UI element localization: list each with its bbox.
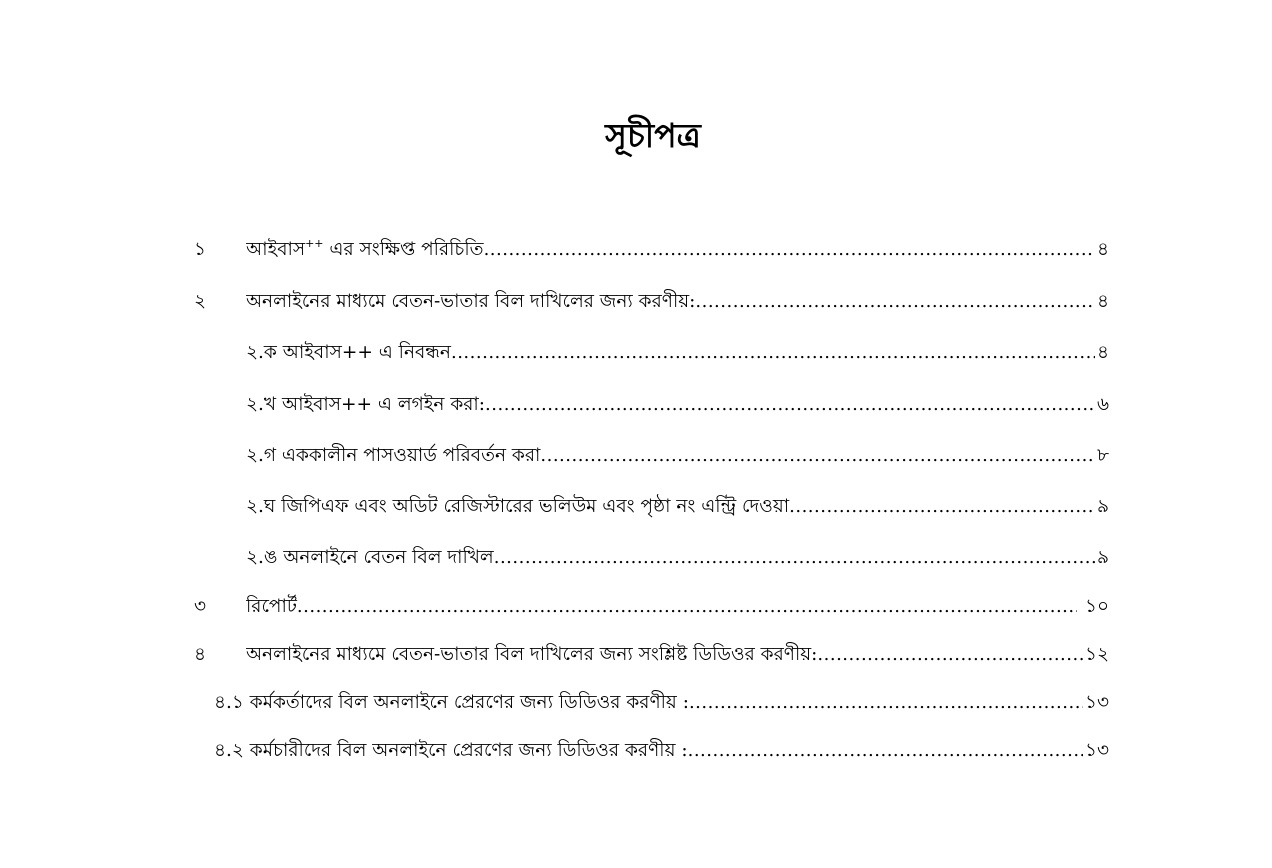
toc-entry	[246, 492, 1109, 522]
toc-entry	[246, 390, 1109, 420]
toc-entry-page: ১৩	[1084, 740, 1109, 761]
toc-entry-title: অনলাইনের মাধ্যমে বেতন-ভাতার বিল দাখিলের জন্য সংশ্লিষ্ট ডিডিওর করণীয়:	[246, 644, 818, 665]
toc-entry-title: ২.ক আইবাস++ এ নিবন্ধন	[246, 342, 451, 363]
toc-entry-title: ২.খ আইবাস++ এ লগইন করা:	[246, 394, 486, 415]
toc-entry-page: ৯	[1096, 496, 1109, 517]
dot-leader	[817, 640, 1083, 670]
dot-leader	[689, 688, 1083, 718]
toc-entry-page: ৯	[1096, 547, 1109, 568]
dot-leader	[789, 492, 1095, 522]
toc-entry	[246, 441, 1109, 471]
toc-entry-number: ২	[194, 291, 207, 312]
dot-leader	[297, 592, 1077, 622]
toc-entry	[194, 640, 1109, 670]
toc-entry-title: ২.গ এককালীন পাসওয়ার্ড পরিবর্তন করা	[246, 445, 541, 466]
dot-leader	[695, 287, 1095, 317]
toc-entry	[194, 592, 1109, 622]
dot-leader	[494, 543, 1095, 573]
toc-entry-page: ৮	[1096, 445, 1109, 466]
toc-entry-superscript: ++	[305, 237, 324, 250]
toc-entry-page: ৪	[1096, 342, 1109, 363]
toc-entry-title: ৪.১ কর্মকর্তাদের বিল অনলাইনে প্রেরণের জন্য ডিডিওর করণীয় :	[214, 692, 689, 713]
toc-entry-number: ৩	[194, 596, 207, 617]
toc-entry-number: ১	[194, 239, 207, 260]
toc-entry-title: ২.ঙ অনলাইনে বেতন বিল দাখিল	[246, 547, 494, 568]
toc-entry	[214, 688, 1109, 718]
toc-entry	[194, 235, 1109, 265]
toc-entry-title: রিপোর্ট	[246, 596, 297, 617]
toc-entry-number: ৪	[194, 644, 207, 665]
toc-entry-page: ৪	[1096, 291, 1109, 312]
dot-leader	[484, 235, 1095, 265]
toc-entry-title: আইবাস++ এর সংক্ষিপ্ত পরিচিতি	[246, 237, 484, 260]
dot-leader	[540, 441, 1095, 471]
toc-entry-page: ১২	[1084, 644, 1109, 665]
toc-entry	[246, 543, 1109, 573]
toc-entry	[214, 736, 1109, 766]
toc-entry-page: ১৩	[1084, 692, 1109, 713]
page-title: সূচীপত্র	[605, 116, 701, 155]
dot-leader	[688, 736, 1083, 766]
toc-entry-title: ৪.২ কর্মচারীদের বিল অনলাইনে প্রেরণের জন্য ডিডিওর করণীয় :	[214, 740, 688, 761]
toc-entry-title: অনলাইনের মাধ্যমে বেতন-ভাতার বিল দাখিলের জন্য করণীয়:	[246, 291, 696, 312]
toc-entry	[194, 287, 1109, 317]
toc-entry-page: ১০	[1079, 596, 1109, 617]
dot-leader	[451, 338, 1095, 368]
toc-entry	[246, 338, 1109, 368]
dot-leader	[485, 390, 1095, 420]
toc-entry-title: ২.ঘ জিপিএফ এবং অডিট রেজিস্টারের ভলিউম এবং পৃষ্ঠা নং এন্ট্রি দেওয়া	[246, 496, 790, 517]
toc-entry-page: ৪	[1096, 239, 1109, 260]
toc-entry-page: ৬	[1096, 394, 1109, 415]
